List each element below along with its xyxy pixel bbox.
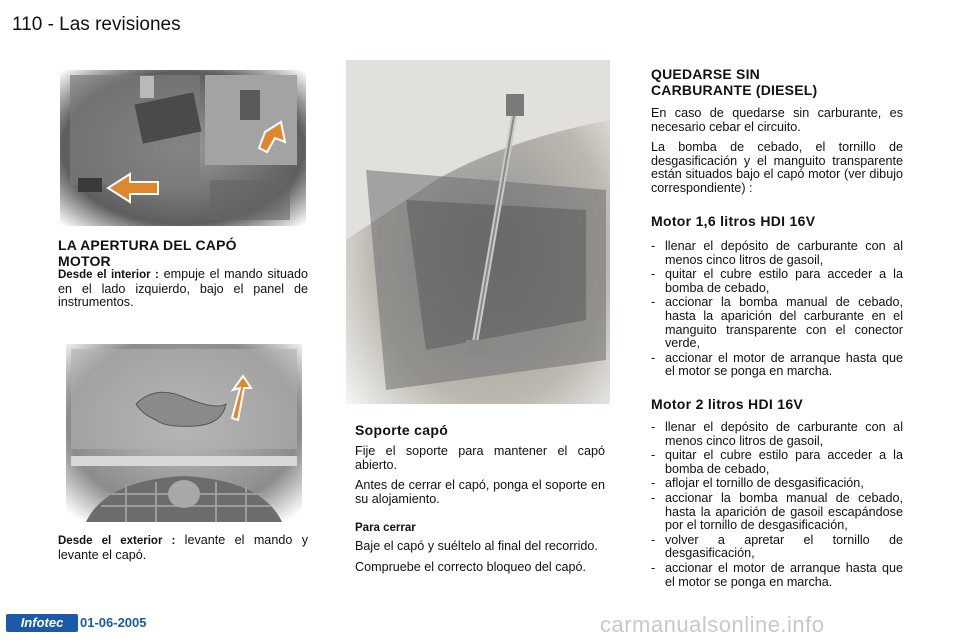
- motor-16-heading: Motor 1,6 litros HDI 16V: [651, 213, 816, 229]
- motor-16-step: - accionar el motor de arranque hasta que el motor se ponga en marcha.: [651, 352, 903, 379]
- exterior-text: levante el mando y levante el capó.: [58, 533, 308, 562]
- motor-2-step: - accionar la bomba manual de cebado, hasta la aparición de gasoil escapándose por el tornillo de desgasificación,: [651, 492, 903, 533]
- motor-16-step: - quitar el cubre estilo para acceder a la bomba de cebado,: [651, 268, 903, 295]
- motor-2-step: - volver a apretar el tornillo de desgasificación,: [651, 534, 903, 561]
- exterior-label: Desde el exterior :: [58, 535, 176, 547]
- hood-opening-heading: [58, 237, 308, 269]
- interior-lever-photo: [60, 70, 306, 226]
- out-of-fuel-p2: La bomba de cebado, el tornillo de desgasificación y el manguito transparente están situados bajo el capó motor (ver dibujo correspondiente) :: [651, 140, 903, 195]
- infotec-logo: Infotec: [6, 614, 78, 632]
- motor-2-steps: [651, 421, 903, 590]
- interior-instructions: [58, 268, 308, 317]
- watermark: carmanualsonline.info: [600, 612, 825, 637]
- interior-label: Desde el interior :: [58, 269, 159, 281]
- motor-16-step: - llenar el depósito de carburante con al menos cinco litros de gasoil,: [651, 240, 903, 267]
- hood-opening-heading-line2: MOTOR: [58, 253, 111, 269]
- motor-2-step: - quitar el cubre estilo para acceder a la bomba de cebado,: [651, 449, 903, 476]
- interior-text: empuje el mando situado en el lado izquierdo, bajo el panel de instrumentos.: [58, 267, 308, 310]
- out-of-fuel-heading-line2: CARBURANTE (DIESEL): [651, 82, 818, 98]
- out-of-fuel-heading: [651, 66, 903, 98]
- footer-date: 01-06-2005: [80, 615, 147, 630]
- motor-2-step: - llenar el depósito de carburante con al menos cinco litros de gasoil,: [651, 421, 903, 448]
- close-p1: Baje el capó y suéltelo al final del recorrido.: [355, 539, 598, 553]
- close-text: [355, 540, 605, 581]
- out-of-fuel-heading-line1: QUEDARSE SIN: [651, 66, 760, 82]
- exterior-lever-photo: [66, 344, 302, 522]
- hood-support-p1: Fije el soporte para mantener el capó abierto.: [355, 444, 605, 472]
- exterior-instructions: [58, 534, 308, 569]
- hood-opening-heading-line1: LA APERTURA DEL CAPÓ: [58, 237, 237, 253]
- hood-support-heading: Soporte capó: [355, 422, 449, 438]
- motor-2-step: - accionar el motor de arranque hasta que el motor se ponga en marcha.: [651, 562, 903, 589]
- hood-support-p2: Antes de cerrar el capó, ponga el soporte en su alojamiento.: [355, 478, 605, 506]
- close-label: Para cerrar: [355, 522, 416, 534]
- motor-16-steps: [651, 240, 903, 380]
- hood-support-photo: [346, 60, 610, 404]
- motor-2-heading: Motor 2 litros HDI 16V: [651, 396, 804, 412]
- close-p2: Compruebe el correcto bloqueo del capó.: [355, 559, 587, 574]
- out-of-fuel-p1: En caso de quedarse sin carburante, es necesario cebar el circuito.: [651, 106, 903, 134]
- out-of-fuel-intro: [651, 107, 903, 203]
- motor-2-step: - aflojar el tornillo de desgasificación,: [651, 477, 903, 491]
- motor-16-step: - accionar la bomba manual de cebado, hasta la aparición del carburante en el manguito transparente con el conector verde,: [651, 296, 903, 350]
- page-title: 110 - Las revisiones: [12, 14, 181, 35]
- hood-support-text: [355, 445, 605, 513]
